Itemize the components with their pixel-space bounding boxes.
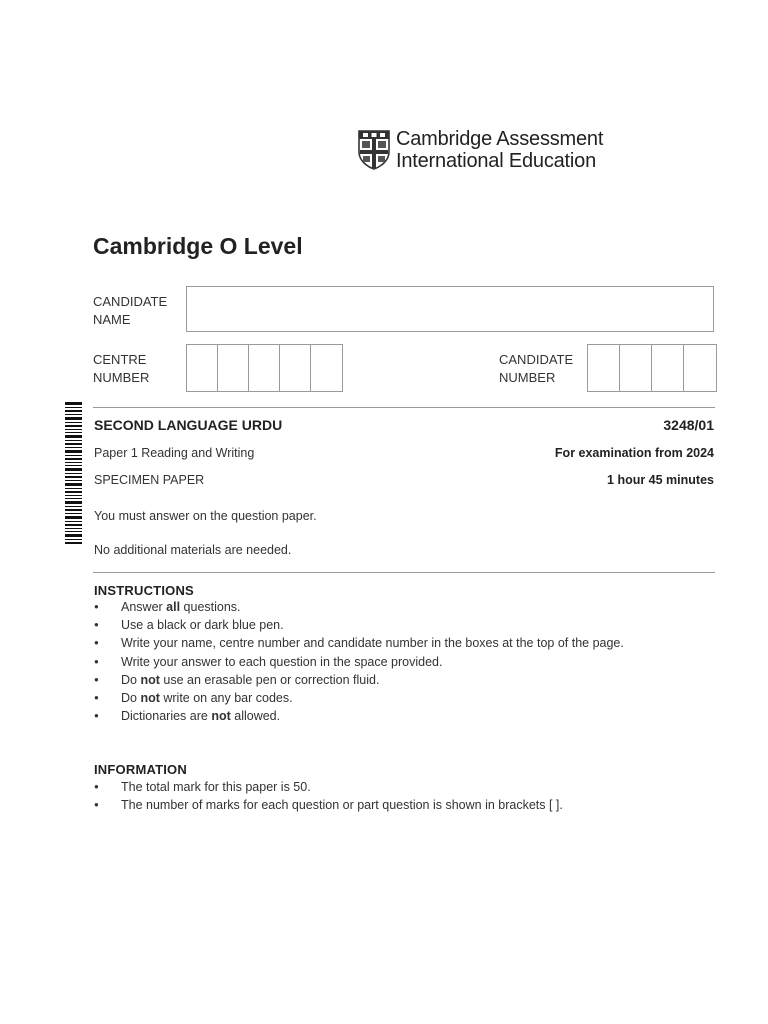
candidate-number-digit-box[interactable]: [620, 345, 652, 391]
centre-number-digit-box[interactable]: [311, 345, 342, 391]
centre-number-digit-box[interactable]: [187, 345, 218, 391]
specimen-label: SPECIMEN PAPER: [94, 473, 205, 487]
paper-code: 3248/01: [663, 417, 714, 433]
divider: [93, 407, 715, 408]
list-item: ● Write your name, centre number and candidate number in the boxes at the top of the page.: [94, 634, 624, 652]
candidate-number-label: CANDIDATE NUMBER: [499, 352, 574, 385]
instructions-heading: INSTRUCTIONS: [94, 583, 194, 598]
centre-number-boxes[interactable]: [186, 344, 343, 392]
candidate-number-digit-box[interactable]: [652, 345, 684, 391]
list-item: ● Do not write on any bar codes.: [94, 689, 624, 707]
list-item: ● Use a black or dark blue pen.: [94, 616, 624, 634]
list-item: ● Do not use an erasable pen or correction fluid.: [94, 671, 624, 689]
answer-note: You must answer on the question paper.: [94, 509, 317, 523]
logo-line-1: Cambridge Assessment: [396, 128, 604, 150]
list-item: ● The total mark for this paper is 50.: [94, 778, 563, 796]
candidate-name-label: CANDIDATE NAME: [93, 294, 168, 327]
centre-number-digit-box[interactable]: [249, 345, 280, 391]
qualification-title: Cambridge O Level: [93, 233, 303, 259]
centre-number-label: CENTRE NUMBER: [93, 352, 150, 385]
centre-number-digit-box[interactable]: [218, 345, 249, 391]
cambridge-logo: [358, 128, 618, 174]
list-item: ● Dictionaries are not allowed.: [94, 707, 624, 725]
candidate-number-digit-box[interactable]: [684, 345, 716, 391]
duration: 1 hour 45 minutes: [607, 473, 714, 487]
divider: [93, 572, 715, 573]
centre-number-digit-box[interactable]: [280, 345, 311, 391]
materials-note: No additional materials are needed.: [94, 543, 292, 557]
candidate-name-field[interactable]: [186, 286, 714, 332]
paper-name: Paper 1 Reading and Writing: [94, 446, 255, 460]
instructions-list: [94, 598, 624, 725]
candidate-number-boxes[interactable]: [587, 344, 717, 392]
list-item: ● Answer all questions.: [94, 598, 624, 616]
logo-line-2: International Education: [396, 150, 596, 172]
barcode-icon: [65, 402, 82, 544]
list-item: ● Write your answer to each question in the space provided.: [94, 653, 624, 671]
subject-title: SECOND LANGUAGE URDU: [94, 417, 283, 433]
information-heading: INFORMATION: [94, 762, 187, 777]
list-item: ● The number of marks for each question or part question is shown in brackets [ ].: [94, 796, 563, 814]
candidate-number-digit-box[interactable]: [588, 345, 620, 391]
exam-from: For examination from 2024: [554, 446, 714, 460]
information-list: [94, 778, 563, 814]
cambridge-shield-icon: [358, 130, 390, 170]
